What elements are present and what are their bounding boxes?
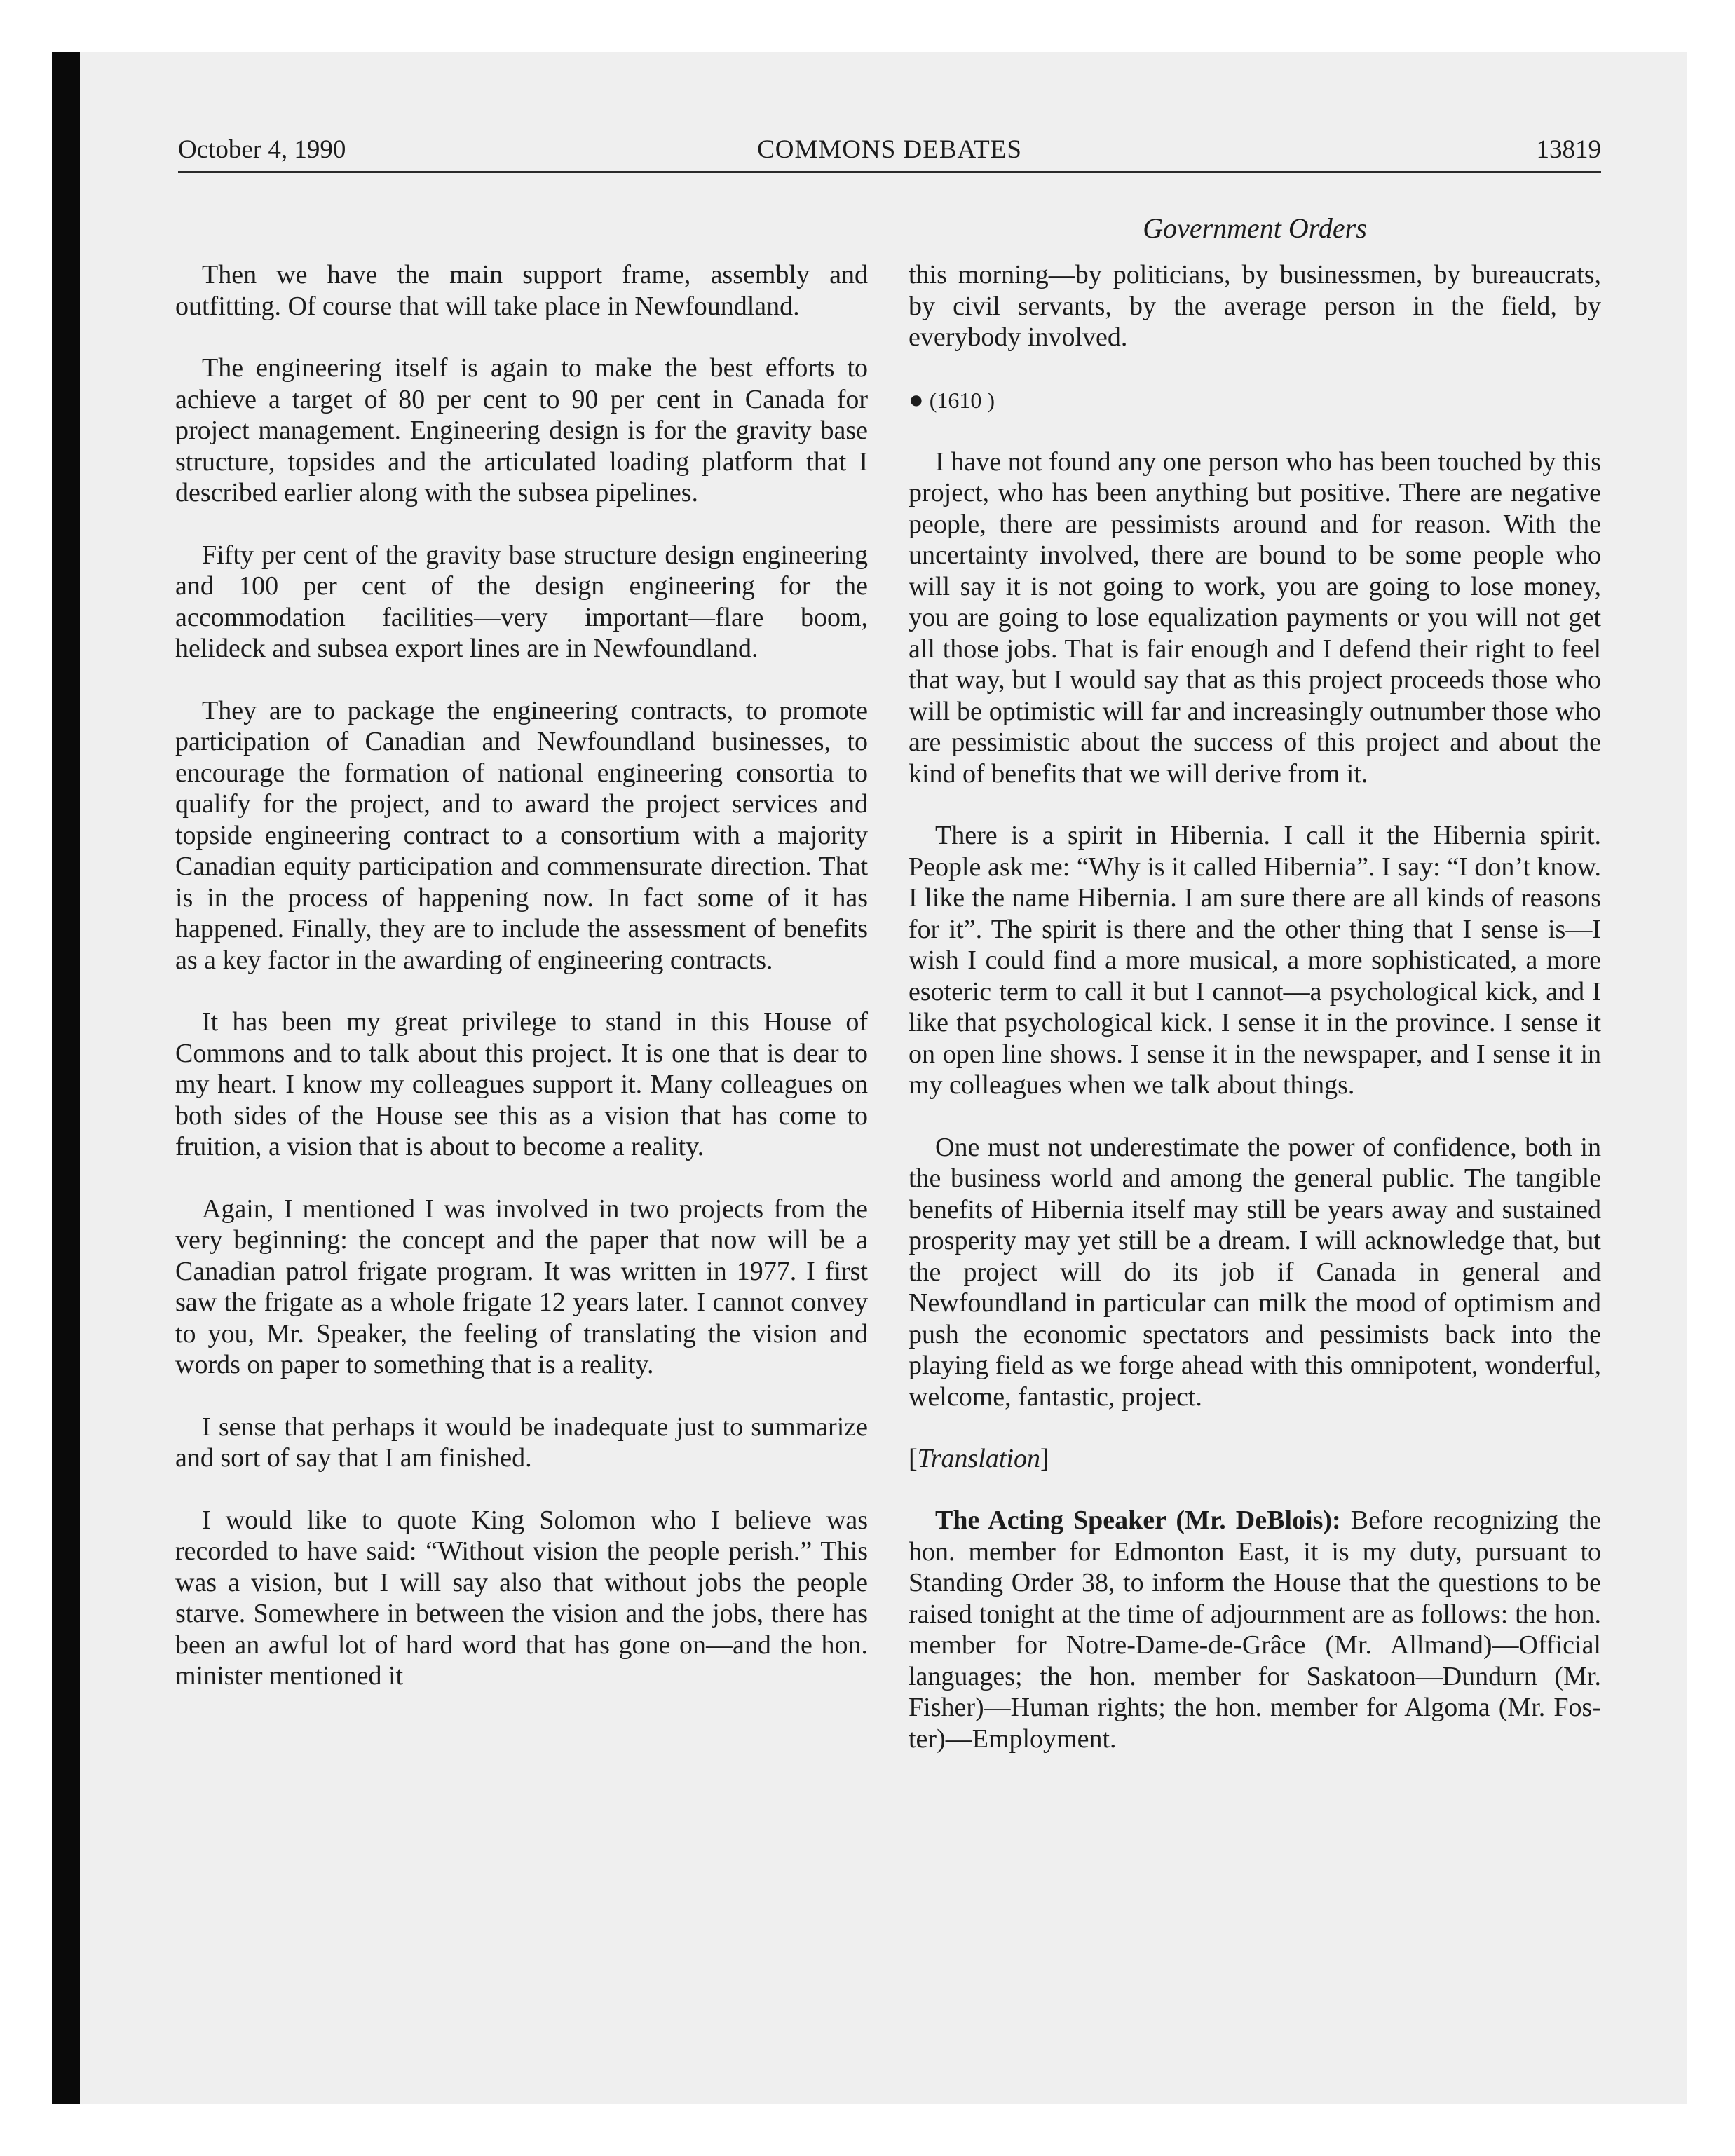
paragraph: I would like to quote King Solomon who I believe was recorded to have said: “Without vision the people perish.” This was a vision, but I will say also that without jobs the people starve. Somewhere in between the vision and the jobs, there has been an awful lot of hard word that has gone on—and the hon. minister mentioned it bbox=[175, 1505, 868, 1691]
paragraph: Fifty per cent of the gravity base structure design engineering and 100 per cent of the design engineering for the accommodation facilities—very important—flare boom, helideck and subsea export lines are in Newfoundland. bbox=[175, 540, 868, 663]
header-date: October 4, 1990 bbox=[178, 135, 346, 164]
translation-label: [Translation] bbox=[909, 1444, 1049, 1473]
header-page-number: 13819 bbox=[1536, 135, 1601, 164]
paragraph: The engineering itself is again to make the best efforts to achieve a target of 80 per cent to 90 per cent in Canada for project management. Engineering design is for the gravity base structure, topsides and the articulated loading platform that I described earlier along with the subsea pipelines. bbox=[175, 353, 868, 507]
translation-label-text: Translation bbox=[917, 1444, 1040, 1473]
running-header bbox=[178, 130, 1601, 170]
section-title: Government Orders bbox=[1143, 212, 1367, 244]
paragraph: One must not underestimate the power of confidence, both in the business world and among the general public. The tangible benefits of Hibernia itself may still be years away and sustained prosperity may yet still be a dream. I will acknowledge that, but the project will do its job if Canada in general and Newfoundland in particular can milk the mood of optimism and push the economic spectators and pessimists back into the playing field as we forge ahead with this omnipotent, wonderful, welcome, fantastic, project. bbox=[909, 1132, 1601, 1412]
paragraph: It has been my great privilege to stand in this House of Commons and to talk about this project. It is one that is dear to my heart. I know my colleagues support it. Many colleagues on both sides of the House see this as a vision that has come to fruition, a vision that is about to become a reality. bbox=[175, 1007, 868, 1161]
header-journal-title: COMMONS DEBATES bbox=[757, 135, 1022, 164]
paragraph: Again, I mentioned I was involved in two projects from the very beginning: the concept and the paper that now will be a Canadian patrol frigate program. It was written in 1977. I first saw the frigate as a whole frigate 12 years later. I cannot convey to you, Mr. Speaker, the feeling of translating the vision and words on paper to something that is a reality. bbox=[175, 1194, 868, 1379]
right-column bbox=[909, 259, 1601, 1785]
time-stamp-text: (1610 ) bbox=[929, 387, 995, 413]
header-rule bbox=[178, 171, 1601, 173]
speaker-name: The Acting Speaker (Mr. DeBlois): bbox=[935, 1506, 1341, 1535]
speaker-paragraph bbox=[909, 1505, 1601, 1754]
bullet-icon: ● bbox=[909, 385, 924, 414]
paragraph: Then we have the main support frame, assembly and outfitting. Of course that will take place in Newfoundland. bbox=[175, 260, 868, 321]
paragraph: I have not found any one person who has been touched by this project, who has been anything but positive. There are negative people, there are pessimists around and for reason. With the uncertainty involved, there are bound to be some people who will say it is not going to work, you are going to lose money, you are going to lose equalization payments or you will not get all those jobs. That is fair enough and I defend their right to feel that way, but I would say that as this project proceeds those who will be optimistic will far and increasingly outnumber those who are pessimistic about the success of this project and about the kind of benefits that we will derive from it. bbox=[909, 446, 1601, 789]
paragraph: They are to package the engineering contracts, to promote participation of Canadian and Newfoundland businesses, to encourage the formation of national engineering consortia to qualify for the project, and to award the project services and topside engineering contract to a consortium with a majority Canadian equity participation and commensurate direction. That is in the process of happening now. In fact some of it has happened. Finally, they are to include the assessment of benefits as a key factor in the awarding of engineering contracts. bbox=[175, 695, 868, 975]
left-column bbox=[175, 259, 868, 1723]
time-stamp bbox=[909, 384, 1601, 416]
speaker-text: Before recognizing the hon. member for Edmonton East, it is my duty, pursuant to Standing Order 38, to inform the House that the questions to be raised tonight at the time of adjournment are as follows: the hon. member for Notre-Dame-de-Grâce (Mr. Allmand)—Official languages; the hon. member for Saskatoon—Dundurn (Mr. Fisher)—Human rights; the hon. member for Algoma (Mr. Foster)—Employment. bbox=[909, 1506, 1601, 1754]
paragraph: There is a spirit in Hibernia. I call it the Hibernia spirit. People ask me: “Why is it called Hibernia”. I say: “I don’t know. I like the name Hibernia. I am sure there are all kinds of reasons for it”. The spirit is there and the other thing that I sense is—I wish I could find a more musical, a more sophisticated, a more esoteric term to call it but I cannot—a psychological kick, and I like that psychological kick. I sense it in the province. I sense it on open line shows. I sense it in the newspaper, and I sense it in my colleagues when we talk about things. bbox=[909, 821, 1601, 1100]
continuation-paragraph: this morning—by politicians, by businessmen, by bureaucrats, by civil servants, by the average person in the field, by everybody involved. bbox=[909, 260, 1601, 352]
paragraph: I sense that perhaps it would be inadequate just to summarize and sort of say that I am finished. bbox=[175, 1412, 868, 1473]
scan-binding-edge bbox=[52, 52, 80, 2104]
